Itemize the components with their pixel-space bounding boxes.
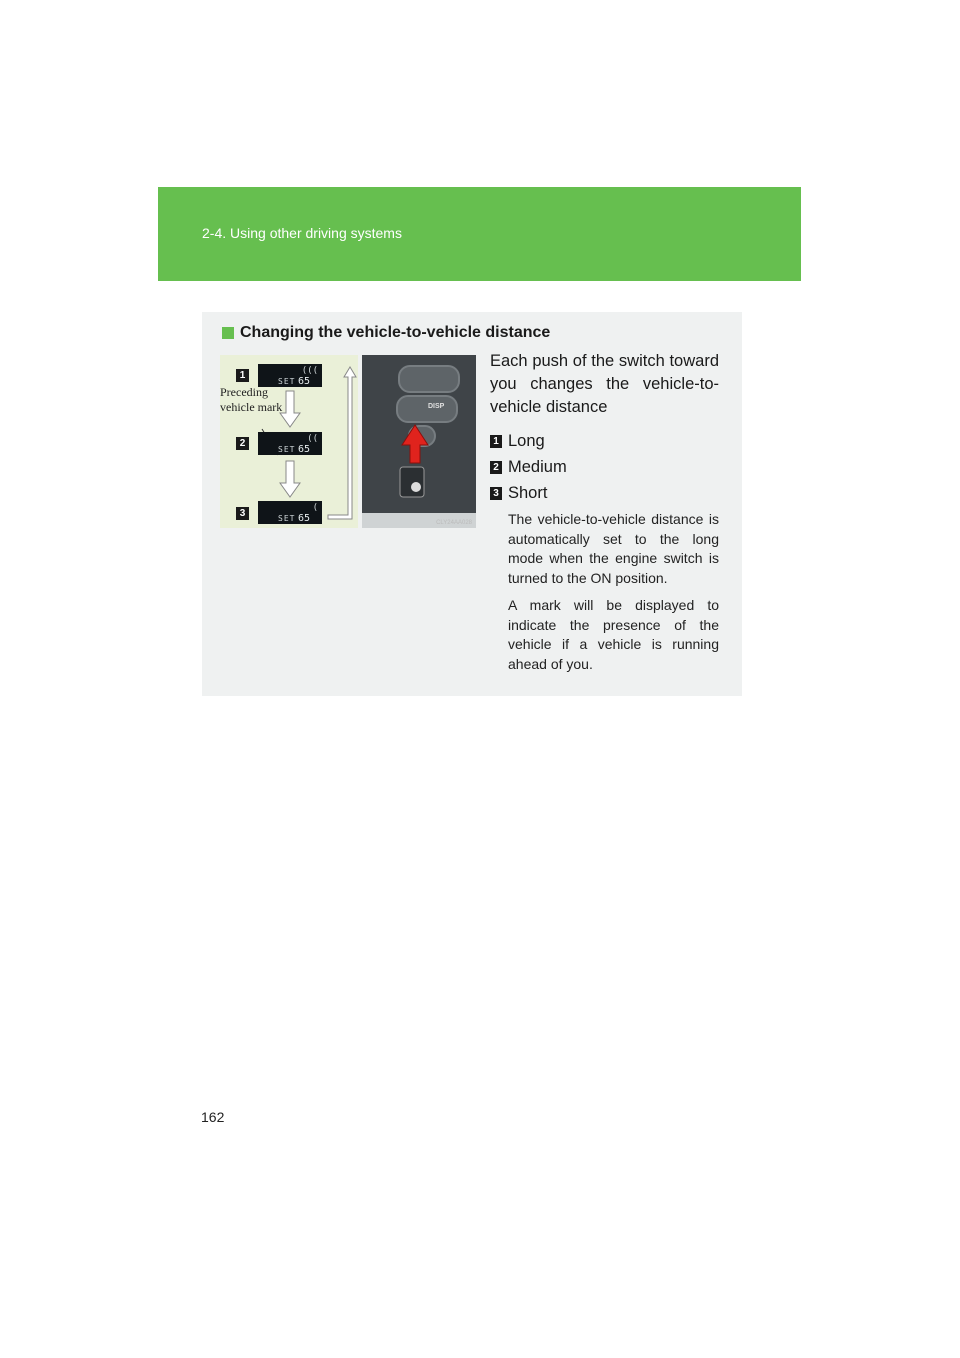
- figure-code: CLY24AA028: [436, 520, 472, 526]
- distance-list: [490, 428, 567, 506]
- panel-heading: [222, 324, 550, 342]
- page-number: 162: [201, 1109, 225, 1125]
- note-default-mode: The vehicle-to-vehicle distance is automatically set to the long mode when the engine switch is turned to the ON position.: [508, 511, 719, 586]
- set-speed: 65: [297, 444, 310, 455]
- panel-heading-text: Changing the vehicle-to-vehicle distance: [240, 324, 551, 341]
- square-bullet-icon: [222, 327, 234, 339]
- caption-line-1: Preceding: [220, 385, 268, 399]
- preceding-vehicle-mark: (: [312, 503, 318, 513]
- lcd-display-medium: [258, 432, 322, 455]
- header-band: [158, 187, 801, 281]
- disp-label: DISP: [428, 403, 445, 410]
- list-item: [490, 480, 567, 506]
- note-vehicle-mark: A mark will be displayed to indicate the presence of the vehicle if a vehicle is running ahead of you.: [508, 597, 719, 672]
- steering-switch-figure: [362, 355, 476, 528]
- list-number: 1: [490, 435, 502, 448]
- section-label: 2-4. Using other driving systems: [202, 225, 402, 241]
- list-number: 3: [490, 487, 502, 500]
- set-label: SET: [278, 445, 296, 454]
- lcd-display-long: [258, 364, 322, 387]
- push-arrow-icon: [362, 355, 476, 528]
- list-item: [490, 428, 567, 454]
- list-label: Medium: [508, 457, 567, 476]
- distance-display-figure: [220, 355, 358, 528]
- set-label: SET: [278, 377, 296, 386]
- set-label: SET: [278, 514, 296, 523]
- set-speed: 65: [297, 376, 310, 387]
- info-panel: [202, 312, 742, 696]
- list-number: 2: [490, 461, 502, 474]
- display-number: 3: [236, 507, 249, 520]
- figure-caption: [220, 385, 282, 415]
- display-number: 1: [236, 369, 249, 382]
- preceding-vehicle-mark: ((: [307, 434, 318, 444]
- preceding-vehicle-mark: (((: [301, 366, 318, 376]
- lcd-display-short: [258, 501, 322, 524]
- caption-line-2: vehicle mark: [220, 400, 283, 414]
- display-number: 2: [236, 437, 249, 450]
- list-item: [490, 454, 567, 480]
- intro-text: Each push of the switch toward you changes the vehicle-to-vehicle distance: [490, 352, 719, 416]
- set-speed: 65: [297, 513, 310, 524]
- list-label: Long: [508, 431, 545, 450]
- list-label: Short: [508, 483, 548, 502]
